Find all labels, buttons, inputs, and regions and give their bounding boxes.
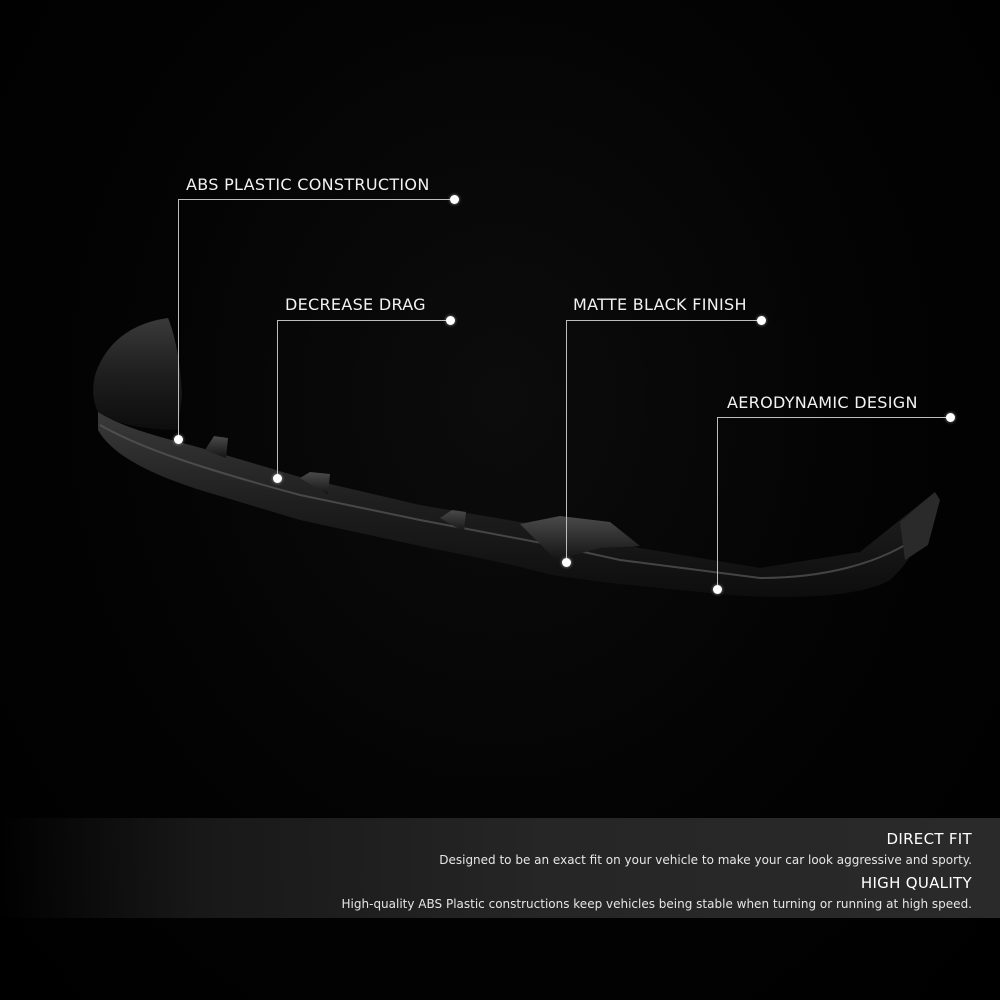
- right-end-upturn: [900, 492, 940, 560]
- callout-aerodynamic-leader-h: [717, 417, 951, 418]
- callout-aerodynamic-label: AERODYNAMIC DESIGN: [727, 393, 918, 412]
- callout-decrease-drag-leader-h: [277, 320, 451, 321]
- callout-decrease-drag-anchor-dot: [273, 474, 282, 483]
- callout-matte-black-label: MATTE BLACK FINISH: [573, 295, 747, 314]
- feature-direct-fit-title: DIRECT FIT: [886, 830, 972, 848]
- feature-high-quality-title: HIGH QUALITY: [860, 874, 972, 892]
- feature-high-quality: [342, 874, 972, 911]
- callout-abs-plastic-anchor-dot: [174, 435, 183, 444]
- callout-matte-black-anchor-dot: [562, 558, 571, 567]
- feature-direct-fit-description: Designed to be an exact fit on your vehicle to make your car look aggressive and sporty.: [439, 853, 972, 867]
- callout-matte-black-end-dot: [757, 316, 766, 325]
- callout-matte-black-leader-v: [566, 320, 567, 562]
- callout-decrease-drag-label: DECREASE DRAG: [285, 295, 426, 314]
- callout-aerodynamic-end-dot: [946, 413, 955, 422]
- callout-matte-black-leader-h: [566, 320, 762, 321]
- feature-high-quality-description: High-quality ABS Plastic constructions keep vehicles being stable when turning or running at high speed.: [341, 897, 972, 911]
- callout-abs-plastic-leader-v: [178, 199, 179, 439]
- callout-abs-plastic-label: ABS PLASTIC CONSTRUCTION: [186, 175, 430, 194]
- feature-direct-fit: [439, 830, 972, 867]
- callout-abs-plastic-leader-h: [178, 199, 454, 200]
- feature-info-panel: [0, 818, 1000, 918]
- callout-decrease-drag-end-dot: [446, 316, 455, 325]
- callout-decrease-drag-leader-v: [277, 320, 278, 478]
- callout-aerodynamic-leader-v: [717, 417, 718, 589]
- callout-abs-plastic-end-dot: [450, 195, 459, 204]
- callout-aerodynamic-anchor-dot: [713, 585, 722, 594]
- left-end-cap: [93, 318, 182, 430]
